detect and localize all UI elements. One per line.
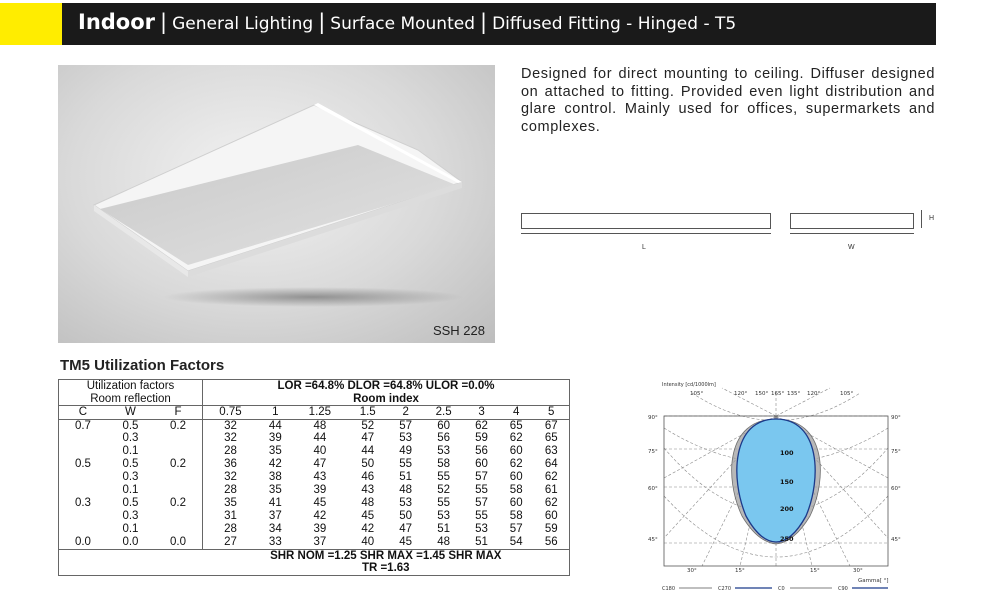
table-row xyxy=(59,523,570,536)
legend-label: C270 xyxy=(718,586,732,592)
cell-w: 0.1 xyxy=(122,445,139,457)
cell-value: 35 xyxy=(268,445,282,457)
cell-value: 55 xyxy=(437,471,450,483)
cell-value: 38 xyxy=(268,471,282,483)
ratios-header: LOR =64.8% DLOR =64.8% ULOR =0.0% xyxy=(203,380,570,393)
cell-value: 50 xyxy=(361,458,375,470)
cell-value: 39 xyxy=(313,523,327,535)
title-category: Indoor xyxy=(78,10,156,34)
height-dimension-line xyxy=(921,210,922,228)
table-row xyxy=(59,497,570,510)
title-separator: | xyxy=(480,10,488,34)
table-row xyxy=(59,471,570,484)
left-angle: 45° xyxy=(648,537,658,543)
cell-value: 48 xyxy=(437,536,450,548)
cell-c xyxy=(59,432,107,445)
table-footer-row xyxy=(59,549,570,562)
footer-spacer xyxy=(59,549,203,562)
cell-value: 36 xyxy=(224,458,237,470)
title-separator: | xyxy=(318,10,326,34)
cell-value: 61 xyxy=(534,484,570,497)
cell-value: 60 xyxy=(509,471,523,483)
cell-value: 28 xyxy=(224,445,237,457)
cell-value: 48 xyxy=(361,497,375,509)
utilization-table xyxy=(58,379,570,576)
cell-value: 56 xyxy=(475,445,488,457)
length-dimension-line xyxy=(521,233,771,234)
cell-c xyxy=(59,510,107,523)
footer-spacer xyxy=(59,562,203,575)
cell-value: 63 xyxy=(534,445,570,458)
cell-value: 47 xyxy=(313,458,327,470)
cell-value: 55 xyxy=(437,497,450,509)
cell-value: 49 xyxy=(399,445,413,457)
col-f-header: F xyxy=(154,406,202,420)
cell-c xyxy=(59,445,107,458)
cell-f xyxy=(154,484,202,497)
title-subcategory: General Lighting xyxy=(172,14,314,34)
cell-value: 53 xyxy=(399,432,413,444)
cell-value: 41 xyxy=(268,497,282,509)
cell-value: 65 xyxy=(499,419,534,432)
col-c-header: C xyxy=(59,406,107,420)
ring-label: 100 xyxy=(780,449,794,457)
cell-value: 52 xyxy=(347,419,388,432)
cell-value: 64 xyxy=(534,458,570,471)
left-angle: 60° xyxy=(648,486,658,492)
table-row xyxy=(59,536,570,549)
room-index-header: 4 xyxy=(499,406,534,420)
cell-value: 60 xyxy=(475,458,488,470)
top-angle: 105° xyxy=(690,391,704,397)
cell-value: 57 xyxy=(475,471,488,483)
cell-value: 60 xyxy=(509,445,523,457)
left-angle: 75° xyxy=(648,449,658,455)
room-index-label: Room index xyxy=(203,393,570,406)
cell-value: 53 xyxy=(475,523,488,535)
cell-f xyxy=(154,471,202,484)
top-angle: 150° xyxy=(755,391,769,397)
cell-value: 58 xyxy=(509,510,523,522)
table-row xyxy=(59,484,570,497)
cell-value: 32 xyxy=(224,471,237,483)
cell-value: 45 xyxy=(313,497,327,509)
right-angle: 60° xyxy=(891,486,901,492)
top-angle: 105° xyxy=(840,391,854,397)
top-angle: 135° xyxy=(787,391,801,397)
width-label: W xyxy=(848,244,855,251)
cell-value: 27 xyxy=(224,536,237,548)
luminaire-illustration xyxy=(58,65,495,343)
cell-w: 0.0 xyxy=(122,536,139,548)
cell-c xyxy=(59,523,107,536)
cell-value: 33 xyxy=(268,536,282,548)
cell-value: 47 xyxy=(361,432,375,444)
bottom-angle: 30° xyxy=(853,568,863,574)
cell-value: 62 xyxy=(509,432,523,444)
cell-value: 35 xyxy=(268,484,282,496)
cell-value: 32 xyxy=(224,432,237,444)
cell-value: 55 xyxy=(399,458,413,470)
cell-w: 0.5 xyxy=(122,497,139,509)
header-bar xyxy=(0,3,936,45)
page-title xyxy=(78,10,736,34)
table-row xyxy=(59,510,570,523)
cell-value: 43 xyxy=(361,484,375,496)
cell-c xyxy=(59,471,107,484)
title-separator: | xyxy=(160,10,168,34)
room-index-header: 3 xyxy=(464,406,499,420)
cell-value: 55 xyxy=(475,484,488,496)
product-photo xyxy=(58,65,495,343)
cell-value: 48 xyxy=(399,484,413,496)
cell-value: 51 xyxy=(437,523,450,535)
bottom-angle: 30° xyxy=(687,568,697,574)
cell-value: 65 xyxy=(534,432,570,445)
cell-f: 0.0 xyxy=(154,536,202,549)
cell-value: 51 xyxy=(399,471,413,483)
room-index-header: 1.25 xyxy=(293,406,347,420)
legend-label: C180 xyxy=(662,586,676,592)
polar-diagram-svg xyxy=(642,378,904,593)
room-index-header: 1.5 xyxy=(347,406,388,420)
cell-value: 52 xyxy=(437,484,450,496)
room-index-header: 0.75 xyxy=(203,406,259,420)
cell-value: 46 xyxy=(361,471,375,483)
cell-w: 0.1 xyxy=(122,484,139,496)
cell-value: 43 xyxy=(313,471,327,483)
cell-f xyxy=(154,510,202,523)
cell-value: 35 xyxy=(224,497,237,509)
cell-value: 59 xyxy=(475,432,488,444)
cell-value: 42 xyxy=(268,458,282,470)
room-index-header: 2.5 xyxy=(423,406,464,420)
cell-value: 57 xyxy=(388,419,423,432)
cell-value: 42 xyxy=(313,510,327,522)
cell-value: 44 xyxy=(258,419,293,432)
room-index-header: 5 xyxy=(534,406,570,420)
cell-w: 0.1 xyxy=(122,523,139,535)
ring-label: 250 xyxy=(780,535,794,543)
cell-w: 0.5 xyxy=(122,458,139,470)
cell-c: 0.7 xyxy=(59,419,107,432)
title-fitting-type: Diffused Fitting - Hinged - T5 xyxy=(492,14,737,34)
cell-f xyxy=(154,432,202,445)
cell-value: 58 xyxy=(509,484,523,496)
cell-c xyxy=(59,484,107,497)
col-w-header: W xyxy=(107,406,154,420)
table-footer-row xyxy=(59,562,570,575)
cell-value: 62 xyxy=(464,419,499,432)
length-label: L xyxy=(642,244,646,251)
top-angle: 120° xyxy=(734,391,748,397)
header-accent xyxy=(0,3,62,45)
cell-value: 62 xyxy=(534,471,570,484)
ring-label: 200 xyxy=(780,505,794,513)
tr-value: TR =1.63 xyxy=(203,562,570,575)
cell-f xyxy=(154,523,202,536)
room-index-header: 1 xyxy=(258,406,293,420)
right-angle: 75° xyxy=(891,449,901,455)
right-angle: 90° xyxy=(891,415,901,421)
cell-value: 34 xyxy=(268,523,282,535)
table-row xyxy=(59,458,570,471)
cell-value: 42 xyxy=(361,523,375,535)
cell-w: 0.3 xyxy=(122,471,139,483)
cell-value: 56 xyxy=(437,432,450,444)
cell-value: 37 xyxy=(268,510,282,522)
room-index-header: 2 xyxy=(388,406,423,420)
cell-value: 53 xyxy=(399,497,413,509)
legend-label: C0 xyxy=(778,586,785,592)
bottom-angle: 15° xyxy=(810,568,820,574)
cell-value: 57 xyxy=(475,497,488,509)
cell-value: 53 xyxy=(437,510,450,522)
ring-label: 150 xyxy=(780,478,794,486)
cell-value: 44 xyxy=(313,432,327,444)
intensity-label: Intensity [cd/1000lm] xyxy=(662,382,716,388)
cell-value: 60 xyxy=(423,419,464,432)
cell-value: 56 xyxy=(534,536,570,549)
length-dimension-box xyxy=(521,213,771,229)
utilization-title: TM5 Utilization Factors xyxy=(60,357,225,374)
table-row xyxy=(59,419,570,432)
cell-value: 50 xyxy=(399,510,413,522)
product-code: SSH 228 xyxy=(432,323,485,338)
cell-value: 40 xyxy=(313,445,327,457)
cell-value: 28 xyxy=(224,484,237,496)
cell-value: 45 xyxy=(399,536,413,548)
cell-w: 0.5 xyxy=(107,419,154,432)
cell-value: 44 xyxy=(361,445,375,457)
cell-value: 39 xyxy=(313,484,327,496)
cell-value: 67 xyxy=(534,419,570,432)
right-angle: 45° xyxy=(891,537,901,543)
cell-value: 40 xyxy=(361,536,375,548)
room-reflection-label: Room reflection xyxy=(59,393,203,406)
legend-label: C90 xyxy=(838,586,848,592)
cell-value: 60 xyxy=(509,497,523,509)
cell-f: 0.2 xyxy=(154,419,202,432)
width-dimension-box xyxy=(790,213,914,229)
cell-c: 0.3 xyxy=(59,497,107,510)
cell-value: 31 xyxy=(224,510,237,522)
table-row xyxy=(59,445,570,458)
shr-values: SHR NOM =1.25 SHR MAX =1.45 SHR MAX xyxy=(203,549,570,562)
product-description: Designed for direct mounting to ceiling. Diffuser designed on attached to fitting. Provided even light distribution and glare control. Mainly used for offices, supermarkets and complexes. xyxy=(521,66,935,135)
cell-value: 53 xyxy=(437,445,450,457)
cell-w: 0.3 xyxy=(122,432,139,444)
table-row xyxy=(59,432,570,445)
table-header-row xyxy=(59,393,570,406)
utilization-factors-label: Utilization factors xyxy=(59,380,203,393)
title-mount-type: Surface Mounted xyxy=(330,14,475,34)
cell-value: 28 xyxy=(224,523,237,535)
cell-value: 60 xyxy=(534,510,570,523)
cell-f: 0.2 xyxy=(154,497,202,510)
gamma-label: Gamma[ °] xyxy=(858,578,889,584)
cell-value: 58 xyxy=(437,458,450,470)
top-angle: 120° xyxy=(807,391,821,397)
cell-value: 54 xyxy=(509,536,523,548)
cell-value: 37 xyxy=(313,536,327,548)
cell-w: 0.3 xyxy=(122,510,139,522)
cell-value: 59 xyxy=(534,523,570,536)
top-angle: 165° xyxy=(771,391,785,397)
cell-c: 0.5 xyxy=(59,458,107,471)
cell-value: 48 xyxy=(293,419,347,432)
left-angle: 90° xyxy=(648,415,658,421)
table-header-row xyxy=(59,406,570,420)
cell-value: 32 xyxy=(203,419,259,432)
cell-value: 47 xyxy=(399,523,413,535)
width-dimension-line xyxy=(790,233,914,234)
cell-c: 0.0 xyxy=(59,536,107,549)
cell-f xyxy=(154,445,202,458)
cell-value: 57 xyxy=(509,523,523,535)
cell-value: 62 xyxy=(509,458,523,470)
cell-value: 55 xyxy=(475,510,488,522)
bottom-angle: 15° xyxy=(735,568,745,574)
height-label: H xyxy=(929,215,935,222)
cell-value: 39 xyxy=(268,432,282,444)
cell-value: 45 xyxy=(361,510,375,522)
polar-diagram xyxy=(642,378,904,593)
cell-value: 62 xyxy=(534,497,570,510)
table-header-row xyxy=(59,380,570,393)
cell-f: 0.2 xyxy=(154,458,202,471)
cell-value: 51 xyxy=(475,536,488,548)
